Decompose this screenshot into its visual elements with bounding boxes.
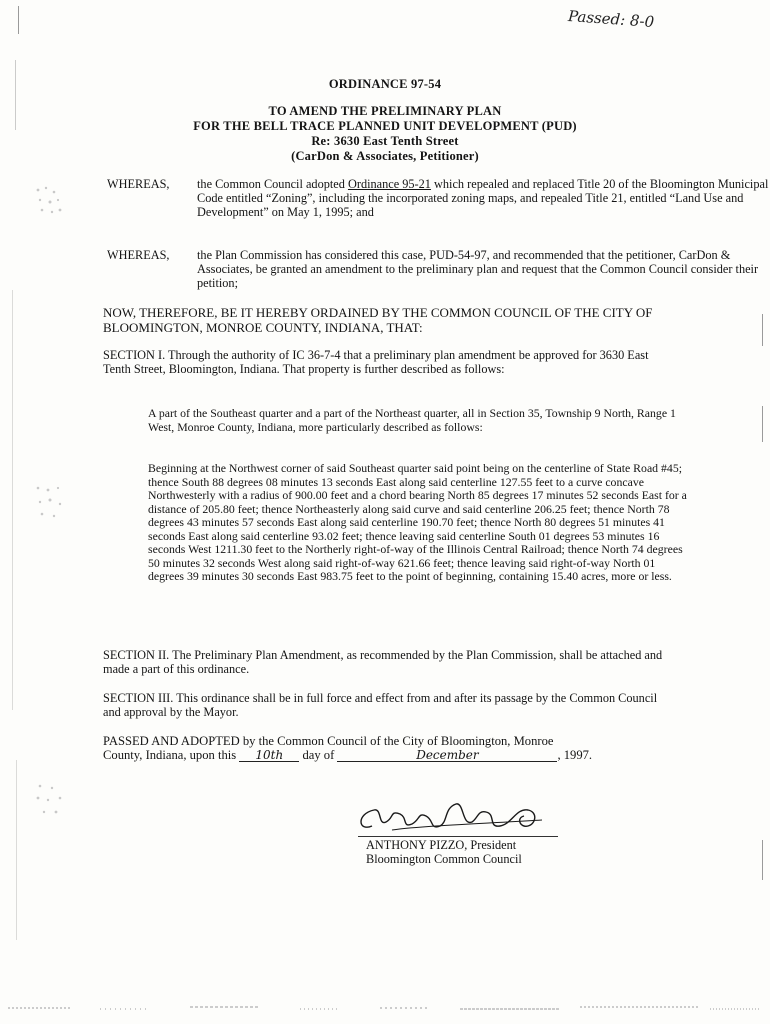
signer-title: Bloomington Common Council	[366, 852, 522, 866]
ordinance-title-line4: (CarDon & Associates, Petitioner)	[291, 149, 479, 163]
passed-text: day of	[299, 748, 338, 763]
day-fill-in: 10th	[239, 749, 299, 762]
ordinance-title-line2: FOR THE BELL TRACE PLANNED UNIT DEVELOPMENT (PUD)	[193, 119, 577, 133]
now-therefore-clause: NOW, THEREFORE, BE IT HEREBY ORDAINED BY THE COMMON COUNCIL OF THE CITY OF BLOOMINGTON, MONROE COUNTY, INDIANA, THAT:	[103, 305, 653, 335]
scan-margin-mark	[762, 314, 763, 346]
month-fill-in: December	[337, 749, 557, 762]
section-1: SECTION I. Through the authority of IC 36-7-4 that a preliminary plan amendment be approved for 3630 East Tenth Street, Bloomington, Indiana. That property is further described as follows:	[103, 348, 649, 377]
signature-block	[366, 838, 522, 866]
legal-description-intro: A part of the Southeast quarter and a part of the Northeast quarter, all in Section 35, Township 9 North, Range 1 West, Monroe County, Indiana, more particularly described as follows:	[148, 406, 676, 434]
passed-adopted-line2	[103, 748, 663, 762]
signature-line	[358, 836, 558, 837]
scan-margin-mark	[18, 6, 19, 34]
scan-margin-mark	[762, 406, 763, 442]
ordinance-title-line3: Re: 3630 East Tenth Street	[311, 134, 459, 148]
signer-name: ANTHONY PIZZO, President	[366, 838, 517, 852]
scan-margin-mark	[12, 290, 13, 710]
passed-adopted-clause	[103, 734, 663, 762]
whereas-label: WHEREAS,	[107, 248, 170, 262]
section-2: SECTION II. The Preliminary Plan Amendment, as recommended by the Plan Commission, shall be attached and made a part of this ordinance.	[103, 648, 663, 677]
whereas-text	[197, 177, 770, 220]
whereas-text-start: the Common Council adopted	[197, 177, 348, 191]
whereas-text: the Plan Commission has considered this case, PUD-54-97, and recommended that the petitioner, CarDon & Associates, be granted an amendment to the preliminary plan and request that the Common Council consider their petition;	[197, 248, 759, 291]
ordinance-reference: Ordinance 95-21	[347, 177, 431, 191]
legal-description: Beginning at the Northwest corner of said Southeast quarter said point being on the centerline of State Road #45; thence South 88 degrees 08 minutes 13 seconds East along said centerline 127.55 feet to a curve concave Northwesterly with a radius of 900.00 feet and a chord bearing North 85 degrees 17 minutes 52 seconds East for a distance of 205.80 feet; thence Northeasterly along said curve and said centerline 206.25 feet; thence North 78 degrees 43 minutes 57 seconds East along said centerline 190.70 feet; thence North 80 degrees 51 minutes 41 seconds East along said centerline 93.02 feet; thence leaving said centerline South 01 degrees 53 minutes 16 seconds West 1211.30 feet to the Northerly right-of-way of the Illinois Central Railroad; thence North 74 degrees 50 minutes 32 seconds West along said right-of-way 621.66 feet; thence leaving said right-of-way North 01 degrees 39 minutes 30 seconds East 983.75 feet to the point of beginning, containing 15.40 acres, more or less.	[148, 461, 687, 583]
president-signature	[352, 796, 552, 840]
stamp-ghost	[30, 778, 70, 822]
whereas-label: WHEREAS,	[107, 177, 170, 191]
stamp-ghost	[30, 480, 70, 524]
passed-text: , 1997.	[557, 748, 593, 763]
ordinance-title-line1: TO AMEND THE PRELIMINARY PLAN	[268, 104, 502, 118]
section-3: SECTION III. This ordinance shall be in full force and effect from and after its passage by the Common Council and approval by the Mayor.	[103, 691, 658, 720]
passed-text: County, Indiana, upon this	[103, 748, 240, 763]
stamp-ghost	[30, 180, 70, 220]
passed-adopted-line1: PASSED AND ADOPTED by the Common Council of the City of Bloomington, Monroe	[103, 734, 554, 748]
ordinance-number: ORDINANCE 97-54	[328, 77, 442, 91]
scan-margin-mark	[762, 840, 763, 880]
passed-vote-annotation: Passed: 8-0	[567, 7, 655, 31]
whereas-text-end: which repealed and replaced Title 20 of the Bloomington Municipal Code entitled “Zoning”, including the incorporated zoning maps, and repealed Title 21, entitled “Land Use and Development” on May 1, 1995; and	[197, 177, 769, 220]
scan-margin-mark	[16, 760, 17, 940]
scan-bottom-noise	[0, 1002, 770, 1016]
